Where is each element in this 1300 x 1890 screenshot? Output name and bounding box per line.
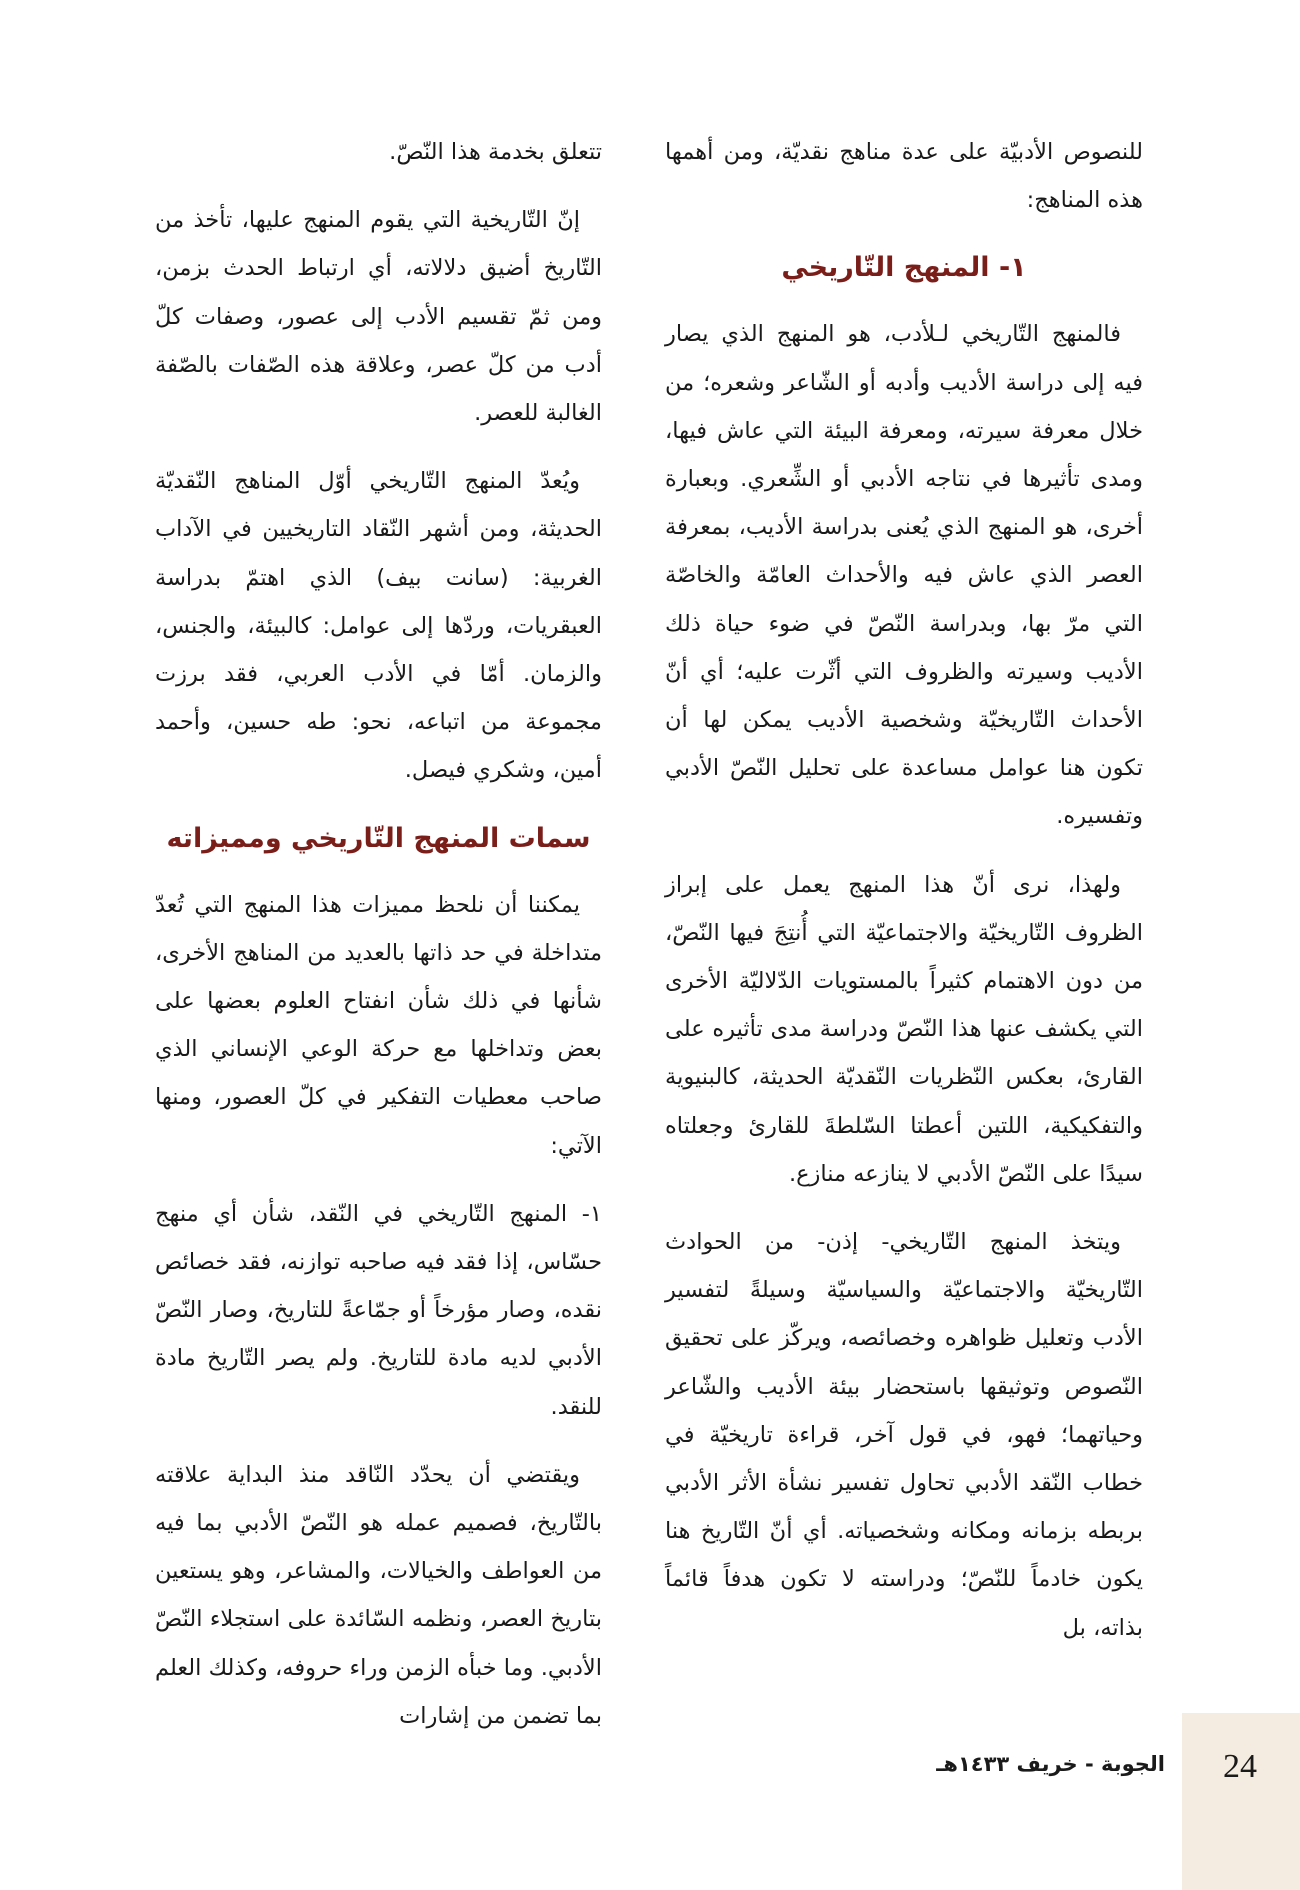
paragraph: للنصوص الأدبيّة على عدة مناهج نقديّة، ومن أهمها هذه المناهج: — [665, 139, 1143, 214]
section-heading: ١- المنهج التّاريخي — [781, 252, 1027, 284]
left-column — [155, 128, 602, 1760]
page-number-background — [1182, 1713, 1300, 1890]
paragraph: ويتخذ المنهج التّاريخي- إذن- من الحوادث التّاريخيّة والاجتماعيّة والسياسيّة وسيلةً لتفسير الأدب وتعليل ظواهره وخصائصه، ويركّز على تحقيق النّصوص وتوثيقها باستحضار بيئة الأديب والشّاعر وحياتهما؛ فهو، في قول آخر، قراءة تاريخيّة في خطاب النّقد الأدبي تحاول تفسير نشأة الأثر الأدبي بربطه بزمانه ومكانه وشخصياته. أي أنّ التّاريخ هنا يكون خادماً للنّصّ؛ ودراسته لا تكون هدفاً قائماً بذاته، بل — [665, 1229, 1143, 1641]
running-title: الجوبة - خريف ١٤٣٣هـ — [936, 1752, 1165, 1776]
list-item: ١- المنهج التّاريخي في النّقد، شأن أي منهج حسّاس، إذا فقد فيه صاحبه توازنه، فقد خصائص نقده، وصار مؤرخاً أو جمّاعةً للتاريخ، وصار النّصّ الأدبي لديه مادة للتاريخ. ولم يصر التّاريخ مادة للنقد. — [155, 1200, 602, 1420]
paragraph: ويُعدّ المنهج التّاريخي أوّل المناهج النّقديّة الحديثة، ومن أشهر النّقاد التاريخيين في الآداب الغربية: (سانت بيف) الذي اهتمّ بدراسة العبقريات، وردّها إلى عوامل: كالبيئة، والجنس، والزمان. أمّا في الأدب العربي، فقد برزت مجموعة من اتباعه، نحو: طه حسين، وأحمد أمين، وشكري فيصل. — [155, 468, 602, 784]
section-heading: سمات المنهج التّاريخي ومميزاته — [166, 822, 591, 854]
paragraph: يمكننا أن نلحظ مميزات هذا المنهج التي تُعدّ متداخلة في حد ذاتها بالعديد من المناهج الأخرى، شأنها في ذلك شأن انفتاح العلوم بعضها على بعض وتداخلها مع حركة الوعي الإنساني الذي صاحب معطيات التفكير في كلّ العصور، ومنها الآتي: — [155, 891, 602, 1159]
page-number: 24 — [1223, 1748, 1257, 1785]
paragraph: فالمنهج التّاريخي لـلأدب، هو المنهج الذي يصار فيه إلى دراسة الأديب وأدبه أو الشّاعر وشعره؛ من خلال معرفة سيرته، ومعرفة البيئة التي عاش فيها، ومدى تأثيرها في نتاجه الأدبي أو الشِّعري. وبعبارة أخرى، هو المنهج الذي يُعنى بدراسة الأديب، بمعرفة العصر الذي عاش فيه والأحداث العامّة والخاصّة التي مرّ بها، وبدراسة النّصّ في ضوء حياة ذلك الأديب وسيرته والظروف التي أثّرت عليه؛ أي أنّ الأحداث التّاريخيّة وشخصية الأديب يمكن لها أن تكون هنا عوامل مساعدة على تحليل النّصّ الأدبي وتفسيره. — [665, 321, 1143, 830]
paragraph: ولهذا، نرى أنّ هذا المنهج يعمل على إبراز الظروف التّاريخيّة والاجتماعيّة التي أُنتِجَ فيها النّصّ، من دون الاهتمام كثيراً بالمستويات الدّلاليّة الأخرى التي يكشف عنها هذا النّصّ ودراسة مدى تأثيره على القارئ، بعكس النّظريات النّقديّة الحديثة، كالبنيوية والتفكيكية، اللتين أعطتا السّلطةَ للقارئ وجعلتاه سيدًا على النّصّ الأدبي لا ينازعه منازع. — [665, 871, 1143, 1187]
right-column — [665, 128, 1143, 1672]
paragraph: تتعلق بخدمة هذا النّصّ. — [389, 139, 602, 165]
paragraph: ويقتضي أن يحدّد النّاقد منذ البداية علاقته بالتّاريخ، فصميم عمله هو النّصّ الأدبي بما فيه من العواطف والخيالات، والمشاعر، وهو يستعين بتاريخ العصر، ونظمه السّائدة على استجلاء النّصّ الأدبي. وما خبأه الزمن وراء حروفه، وكذلك العلم بما تضمن من إشارات — [155, 1461, 602, 1729]
paragraph: إنّ التّاريخية التي يقوم المنهج عليها، تأخذ من التّاريخ أضيق دلالاته، أي ارتباط الحدث بزمن، ومن ثمّ تقسيم الأدب إلى عصور، وصفات كلّ أدب من كلّ عصر، وعلاقة هذه الصّفات بالصّفة الغالبة للعصر. — [155, 207, 602, 427]
